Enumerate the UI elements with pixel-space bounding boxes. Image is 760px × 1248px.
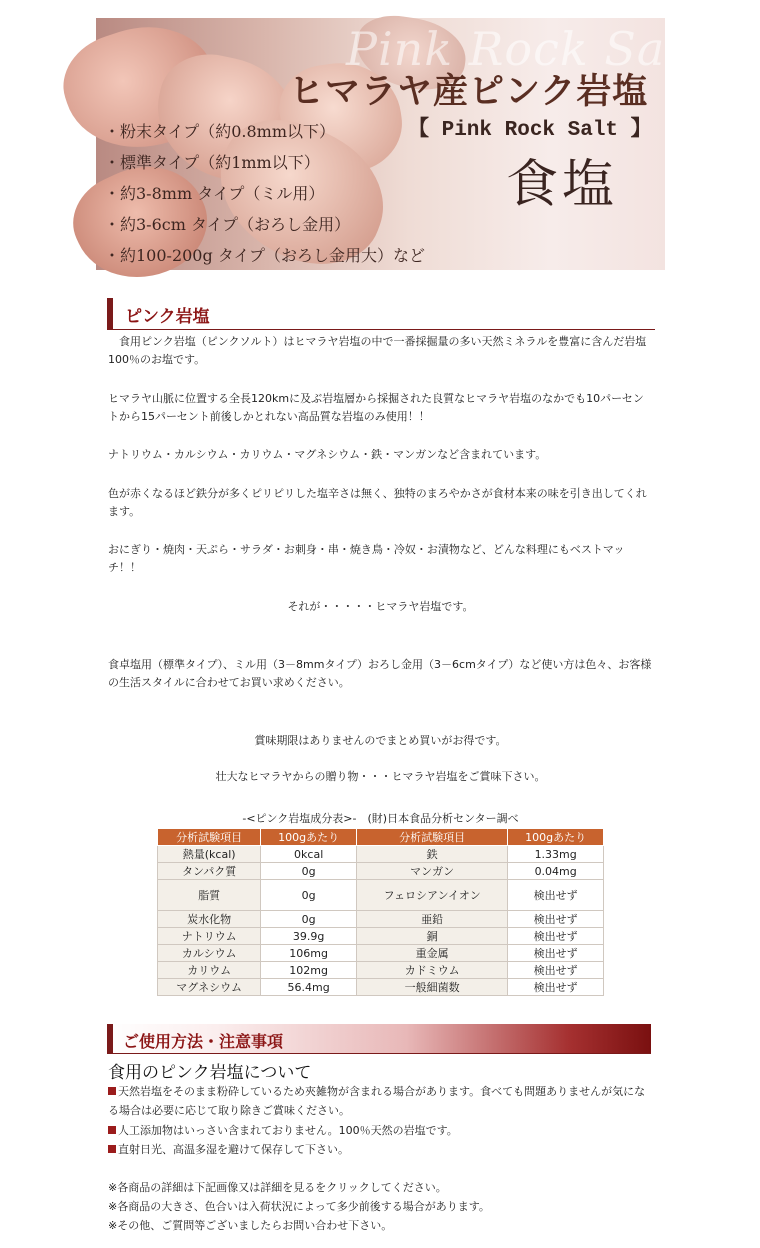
type-item: ・約3-8mm タイプ（ミル用） (104, 184, 325, 203)
table-cell: タンパク質 (158, 863, 261, 880)
heading-accent-bar (107, 298, 113, 330)
banner-script-text: Pink Rock Salt (346, 22, 701, 76)
table-cell: カリウム (158, 962, 261, 979)
column-header: 分析試験項目 (356, 829, 507, 846)
note-item: ※各商品の詳細は下記画像又は詳細を見るをクリックしてください。 (108, 1181, 447, 1194)
divider (107, 1053, 651, 1054)
type-item: ・約3-6cm タイプ（おろし金用） (104, 215, 351, 234)
table-cell: 脂質 (158, 880, 261, 911)
note-item: ※その他、ご質問等ございましたらお問い合わせ下さい。 (108, 1219, 393, 1232)
table-row (158, 863, 604, 880)
table-cell: マンガン (356, 863, 507, 880)
table-cell: フェロシアンイオン (356, 880, 507, 911)
table-cell: 検出せず (508, 962, 604, 979)
paragraph: ナトリウム・カルシウム・カリウム・マグネシウム・鉄・マンガンなど含まれています。 (108, 448, 547, 461)
paragraph: 賞味期限はありませんのでまとめ買いがお得です。 (254, 734, 507, 747)
table-cell: 一般細菌数 (356, 979, 507, 996)
bullet-square-icon (108, 1087, 116, 1095)
paragraph: 食用ピンク岩塩（ピンクソルト）はヒマラヤ岩塩の中で一番採掘量の多い天然ミネラルを豊富に含んだ岩塩100％のお塩です。 (108, 335, 647, 366)
paragraph: 色が赤くなるほど鉄分が多くピリピリした塩辛さは無く、独特のまろやかさが食材本来の味を引き出してくれます。 (108, 487, 647, 518)
section-heading-usage (107, 1024, 651, 1054)
column-header: 分析試験項目 (158, 829, 261, 846)
table-cell: 熱量(kcal) (158, 846, 261, 863)
banner-subtitle: 【 Pink Rock Salt 】 (408, 119, 652, 142)
table-cell: 56.4mg (261, 979, 357, 996)
table-cell: マグネシウム (158, 979, 261, 996)
table-cell: カルシウム (158, 945, 261, 962)
paragraph: 食卓塩用（標準タイプ）、ミル用（3－8mmタイプ）おろし金用（3－6cmタイプ）など使い方は色々、お客様の生活スタイルに合わせてお買い求めください。 (108, 658, 652, 689)
warning-item (108, 1121, 653, 1140)
type-item: ・標準タイプ（約1mm以下） (104, 153, 320, 172)
table-cell: 検出せず (508, 979, 604, 996)
table-cell: 重金属 (356, 945, 507, 962)
table-cell: 検出せず (508, 880, 604, 911)
table-row (158, 928, 604, 945)
table-header-row (158, 829, 604, 846)
table-cell: 鉄 (356, 846, 507, 863)
warning-text: 人工添加物はいっさい含まれておりません。100％天然の岩塩です。 (118, 1124, 458, 1137)
table-row (158, 846, 604, 863)
table-row (158, 911, 604, 928)
warning-text: 直射日光、高温多湿を避けて保存して下さい。 (118, 1143, 349, 1156)
table-cell: 炭水化物 (158, 911, 261, 928)
paragraph: 壮大なヒマラヤからの贈り物・・・ヒマラヤ岩塩をご賞味下さい。 (215, 770, 546, 783)
table-cell: 106mg (261, 945, 357, 962)
usage-subheading: 食用のピンク岩塩について (108, 1063, 312, 1083)
section-heading-label: ご使用方法・注意事項 (123, 1032, 284, 1051)
table-caption: -<ピンク岩塩成分表>- (財)日本食品分析センター調べ (242, 812, 519, 825)
heading-accent-bar (107, 1024, 113, 1054)
composition-table (157, 828, 604, 996)
table-cell: 0g (261, 863, 357, 880)
paragraph: おにぎり・焼肉・天ぷら・サラダ・お刺身・串・焼き鳥・冷奴・お漬物など、どんな料理にもベストマッチ！！ (108, 543, 625, 574)
column-header: 100gあたり (261, 829, 357, 846)
warning-text: 天然岩塩をそのまま粉砕しているため夾雑物が含まれる場合があります。食べても問題ありませんが気になる場合は必要に応じて取り除きご賞味ください。 (108, 1085, 646, 1117)
type-item: ・約100-200g タイプ（おろし金用大）など (104, 246, 426, 265)
warning-item (108, 1140, 653, 1159)
type-list (104, 116, 425, 271)
table-cell: ナトリウム (158, 928, 261, 945)
section-heading-pink-salt (107, 298, 655, 330)
table-cell: 102mg (261, 962, 357, 979)
table-row (158, 945, 604, 962)
table-cell: 0g (261, 880, 357, 911)
paragraph: それが・・・・・ヒマラヤ岩塩です。 (287, 600, 474, 613)
table-cell: 0g (261, 911, 357, 928)
table-cell: 検出せず (508, 945, 604, 962)
banner-big-text: 食塩 (506, 155, 619, 215)
table-cell: 亜鉛 (356, 911, 507, 928)
warning-item (108, 1082, 653, 1120)
hero-banner (96, 18, 701, 270)
table-cell: 0.04mg (508, 863, 604, 880)
bullet-square-icon (108, 1145, 116, 1153)
section-heading-label: ピンク岩塩 (125, 307, 210, 327)
divider (107, 329, 655, 330)
bullet-square-icon (108, 1126, 116, 1134)
paragraph: ヒマラヤ山脈に位置する全長120kmに及ぶ岩塩層から採掘された良質なヒマラヤ岩塩のなかでも10パーセントから15パーセント前後しかとれない高品質な岩塩のみ使用！！ (108, 392, 644, 423)
banner-title: ヒマラヤ産ピンク岩塩 (289, 71, 649, 112)
type-item: ・粉末タイプ（約0.8mm以下） (104, 122, 335, 141)
note-item: ※各商品の大きさ、色合いは入荷状況によって多少前後する場合があります。 (108, 1200, 490, 1213)
table-row (158, 979, 604, 996)
table-cell: 1.33mg (508, 846, 604, 863)
table-row (158, 962, 604, 979)
table-cell: カドミウム (356, 962, 507, 979)
table-cell: 検出せず (508, 911, 604, 928)
column-header: 100gあたり (508, 829, 604, 846)
table-cell: 検出せず (508, 928, 604, 945)
table-cell: 銅 (356, 928, 507, 945)
table-cell: 0kcal (261, 846, 357, 863)
table-row (158, 880, 604, 911)
table-cell: 39.9g (261, 928, 357, 945)
